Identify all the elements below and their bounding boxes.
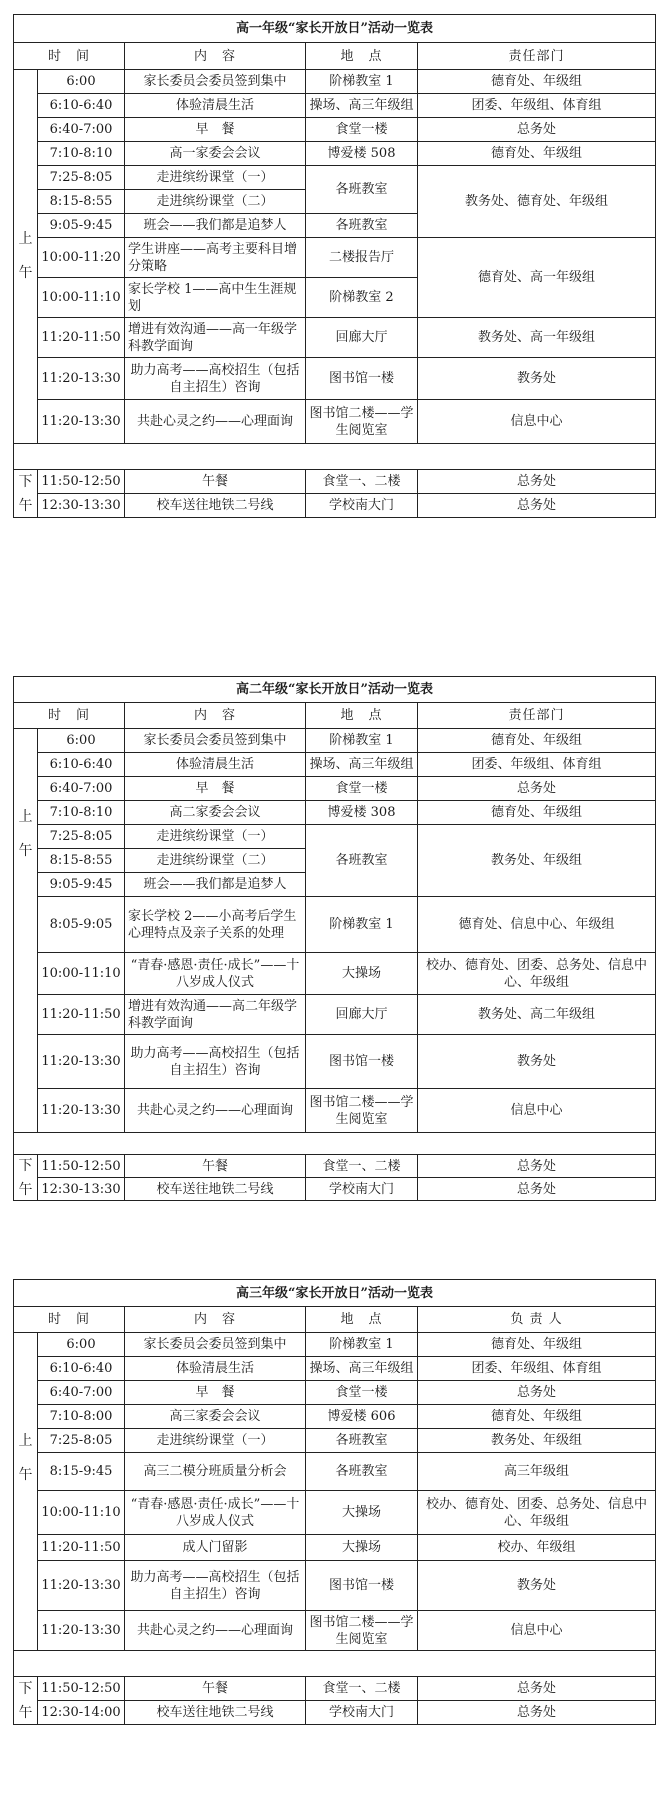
dept-cell: 德育处、年级组 [418,70,656,94]
content-cell: 家长委员会委员签到集中 [125,729,306,753]
location-cell: 操场、高三年级组 [306,753,418,777]
table-row [14,94,656,118]
time-cell: 8:15-8:55 [38,190,125,214]
time-cell: 11:50-12:50 [38,470,125,494]
period-afternoon: 下 午 [14,1155,38,1201]
dept-cell: 总务处 [418,494,656,518]
dept-cell: 德育处、年级组 [418,1405,656,1429]
location-cell: 学校南大门 [306,1178,418,1201]
table-row [14,1178,656,1201]
time-cell: 6:10-6:40 [38,1357,125,1381]
location-cell: 食堂一、二楼 [306,1677,418,1701]
table-row [14,118,656,142]
time-cell: 11:20-13:30 [38,1089,125,1133]
location-cell: 操场、高三年级组 [306,1357,418,1381]
location-cell: 食堂一、二楼 [306,470,418,494]
location-cell: 学校南大门 [306,1701,418,1725]
time-cell: 11:20-13:30 [38,1561,125,1611]
content-cell: “青春·感恩·责任·成长”——十八岁成人仪式 [125,1491,306,1535]
content-cell: 共赴心灵之约——心理面询 [125,400,306,444]
time-cell: 6:00 [38,1333,125,1357]
table-row [14,1535,656,1561]
dept-cell: 校办、年级组 [418,1535,656,1561]
content-cell: 助力高考——高校招生（包括自主招生）咨询 [125,1561,306,1611]
dept-cell: 总务处 [418,1701,656,1725]
location-cell: 阶梯教室 1 [306,1333,418,1357]
location-cell: 博爱楼 508 [306,142,418,166]
location-cell: 阶梯教室 2 [306,278,418,318]
time-cell: 7:10-8:10 [38,142,125,166]
location-cell: 博爱楼 308 [306,801,418,825]
dept-cell: 团委、年级组、体育组 [418,94,656,118]
time-cell: 8:15-9:45 [38,1453,125,1491]
table-row [14,166,656,190]
content-cell: 体验清晨生活 [125,94,306,118]
time-cell: 7:25-8:05 [38,1429,125,1453]
dept-cell: 德育处、年级组 [418,142,656,166]
location-cell: 阶梯教室 1 [306,70,418,94]
dept-cell: 团委、年级组、体育组 [418,1357,656,1381]
content-cell: 班会——我们都是追梦人 [125,873,306,897]
table-row [14,1035,656,1089]
table-row [14,238,656,278]
location-cell: 二楼报告厅 [306,238,418,278]
dept-cell: 信息中心 [418,1611,656,1651]
location-cell: 食堂一楼 [306,118,418,142]
content-cell: 家长学校 2——小高考后学生心理特点及亲子关系的处理 [125,897,306,953]
period-afternoon: 下 午 [14,1677,38,1725]
table-row [14,358,656,400]
content-cell: 午餐 [125,1155,306,1178]
content-cell: 高三二模分班质量分析会 [125,1453,306,1491]
time-cell: 11:20-11:50 [38,1535,125,1561]
content-cell: 走进缤纷课堂（二） [125,190,306,214]
table-row [14,801,656,825]
grade2-schedule-table [13,676,656,1201]
grade3-schedule-table [13,1279,656,1725]
dept-cell: 教务处、年级组 [418,1429,656,1453]
header-time: 时 间 [14,703,125,729]
time-cell: 6:00 [38,70,125,94]
content-cell: 家长委员会委员签到集中 [125,1333,306,1357]
location-cell: 食堂一、二楼 [306,1155,418,1178]
location-cell: 大操场 [306,953,418,995]
content-cell: 校车送往地铁二号线 [125,494,306,518]
location-cell: 阶梯教室 1 [306,729,418,753]
header-time: 时 间 [14,1307,125,1333]
header-location: 地 点 [306,703,418,729]
time-cell: 6:40-7:00 [38,777,125,801]
content-cell: 早 餐 [125,777,306,801]
table-row [14,753,656,777]
table-row [14,470,656,494]
table-row [14,777,656,801]
content-cell: 早 餐 [125,118,306,142]
location-cell: 各班教室 [306,166,418,214]
content-cell: 共赴心灵之约——心理面询 [125,1089,306,1133]
dept-cell: 总务处 [418,1178,656,1201]
table-row [14,1611,656,1651]
table-row [14,1155,656,1178]
dept-cell: 总务处 [418,1155,656,1178]
spacer-row [14,1651,656,1677]
grade1-schedule-table [13,14,656,518]
content-cell: 增进有效沟通——高一年级学科教学面询 [125,318,306,358]
header-content: 内 容 [125,703,306,729]
location-cell: 操场、高三年级组 [306,94,418,118]
table-row [14,1089,656,1133]
header-time: 时 间 [14,43,125,70]
dept-cell: 总务处 [418,1677,656,1701]
header-dept: 责任部门 [418,43,656,70]
location-cell: 回廊大厅 [306,995,418,1035]
dept-cell: 德育处、年级组 [418,1333,656,1357]
location-cell: 各班教室 [306,825,418,897]
content-cell: 早 餐 [125,1381,306,1405]
table-row [14,318,656,358]
period-morning: 上 午 [14,729,38,1133]
time-cell: 7:10-8:00 [38,1405,125,1429]
content-cell: “青春·感恩·责任·成长”——十八岁成人仪式 [125,953,306,995]
time-cell: 11:20-13:30 [38,400,125,444]
dept-cell: 教务处、高一年级组 [418,318,656,358]
time-cell: 11:50-12:50 [38,1677,125,1701]
table-row [14,70,656,94]
content-cell: 助力高考——高校招生（包括自主招生）咨询 [125,358,306,400]
time-cell: 11:20-13:30 [38,1035,125,1089]
table-row [14,1405,656,1429]
dept-cell: 总务处 [418,118,656,142]
location-cell: 阶梯教室 1 [306,897,418,953]
location-cell: 图书馆二楼——学生阅览室 [306,1089,418,1133]
content-cell: 午餐 [125,1677,306,1701]
time-cell: 12:30-13:30 [38,494,125,518]
table-row [14,1381,656,1405]
dept-cell: 教务处、年级组 [418,825,656,897]
location-cell: 图书馆一楼 [306,1561,418,1611]
time-cell: 11:20-13:30 [38,358,125,400]
location-cell: 各班教室 [306,214,418,238]
content-cell: 体验清晨生活 [125,753,306,777]
header-location: 地 点 [306,43,418,70]
content-cell: 走进缤纷课堂（一） [125,166,306,190]
period-morning: 上 午 [14,1333,38,1651]
time-cell: 10:00-11:10 [38,953,125,995]
dept-cell: 教务处 [418,1561,656,1611]
location-cell: 各班教室 [306,1453,418,1491]
period-morning: 上 午 [14,70,38,444]
dept-cell: 总务处 [418,1381,656,1405]
location-cell: 图书馆一楼 [306,358,418,400]
location-cell: 大操场 [306,1491,418,1535]
spacer-row [14,444,656,470]
time-cell: 8:15-8:55 [38,849,125,873]
time-cell: 11:20-13:30 [38,1611,125,1651]
dept-cell: 团委、年级组、体育组 [418,753,656,777]
content-cell: 增进有效沟通——高二年级学科教学面询 [125,995,306,1035]
table-row [14,729,656,753]
dept-cell: 信息中心 [418,400,656,444]
period-afternoon: 下 午 [14,470,38,518]
table-row [14,1701,656,1725]
time-cell: 12:30-13:30 [38,1178,125,1201]
dept-cell: 德育处、高一年级组 [418,238,656,318]
content-cell: 校车送往地铁二号线 [125,1701,306,1725]
time-cell: 10:00-11:10 [38,1491,125,1535]
spacer-row [14,1133,656,1155]
table-row [14,1561,656,1611]
table-row [14,995,656,1035]
content-cell: 高一家委会会议 [125,142,306,166]
header-dept: 负 责 人 [418,1307,656,1333]
time-cell: 11:20-11:50 [38,318,125,358]
time-cell: 6:40-7:00 [38,118,125,142]
table-row [14,494,656,518]
dept-cell: 教务处 [418,1035,656,1089]
table-row [14,400,656,444]
header-location: 地 点 [306,1307,418,1333]
time-cell: 7:25-8:05 [38,825,125,849]
table-title: 高一年级“家长开放日”活动一览表 [14,15,656,43]
dept-cell: 教务处、高二年级组 [418,995,656,1035]
dept-cell: 教务处、德育处、年级组 [418,166,656,238]
content-cell: 午餐 [125,470,306,494]
content-cell: 家长学校 1——高中生生涯规划 [125,278,306,318]
dept-cell: 校办、德育处、团委、总务处、信息中心、年级组 [418,953,656,995]
location-cell: 博爱楼 606 [306,1405,418,1429]
time-cell: 7:10-8:10 [38,801,125,825]
table-row [14,825,656,849]
dept-cell: 总务处 [418,470,656,494]
content-cell: 高二家委会会议 [125,801,306,825]
time-cell: 12:30-14:00 [38,1701,125,1725]
dept-cell: 教务处 [418,358,656,400]
time-cell: 10:00-11:10 [38,278,125,318]
dept-cell: 德育处、年级组 [418,801,656,825]
table-row [14,1677,656,1701]
location-cell: 大操场 [306,1535,418,1561]
header-dept: 责任部门 [418,703,656,729]
content-cell: 共赴心灵之约——心理面询 [125,1611,306,1651]
content-cell: 走进缤纷课堂（一） [125,1429,306,1453]
table-row [14,1429,656,1453]
dept-cell: 德育处、信息中心、年级组 [418,897,656,953]
location-cell: 学校南大门 [306,494,418,518]
time-cell: 6:00 [38,729,125,753]
time-cell: 6:10-6:40 [38,94,125,118]
content-cell: 助力高考——高校招生（包括自主招生）咨询 [125,1035,306,1089]
content-cell: 学生讲座——高考主要科目增分策略 [125,238,306,278]
location-cell: 图书馆二楼——学生阅览室 [306,400,418,444]
dept-cell: 高三年级组 [418,1453,656,1491]
content-cell: 成人门留影 [125,1535,306,1561]
time-cell: 9:05-9:45 [38,873,125,897]
time-cell: 10:00-11:20 [38,238,125,278]
location-cell: 各班教室 [306,1429,418,1453]
table-row [14,1333,656,1357]
time-cell: 9:05-9:45 [38,214,125,238]
dept-cell: 德育处、年级组 [418,729,656,753]
time-cell: 6:10-6:40 [38,753,125,777]
time-cell: 11:50-12:50 [38,1155,125,1178]
content-cell: 走进缤纷课堂（一） [125,825,306,849]
content-cell: 高三家委会会议 [125,1405,306,1429]
table-row [14,953,656,995]
table-title: 高三年级“家长开放日”活动一览表 [14,1280,656,1307]
location-cell: 图书馆二楼——学生阅览室 [306,1611,418,1651]
location-cell: 食堂一楼 [306,1381,418,1405]
dept-cell: 总务处 [418,777,656,801]
time-cell: 11:20-11:50 [38,995,125,1035]
table-row [14,1357,656,1381]
dept-cell: 校办、德育处、团委、总务处、信息中心、年级组 [418,1491,656,1535]
time-cell: 7:25-8:05 [38,166,125,190]
table-row [14,142,656,166]
location-cell: 图书馆一楼 [306,1035,418,1089]
table-row [14,1453,656,1491]
content-cell: 班会——我们都是追梦人 [125,214,306,238]
table-title: 高二年级“家长开放日”活动一览表 [14,677,656,703]
table-row [14,1491,656,1535]
header-content: 内 容 [125,1307,306,1333]
dept-cell: 信息中心 [418,1089,656,1133]
content-cell: 体验清晨生活 [125,1357,306,1381]
header-content: 内 容 [125,43,306,70]
content-cell: 走进缤纷课堂（二） [125,849,306,873]
location-cell: 食堂一楼 [306,777,418,801]
table-row [14,897,656,953]
time-cell: 6:40-7:00 [38,1381,125,1405]
location-cell: 回廊大厅 [306,318,418,358]
time-cell: 8:05-9:05 [38,897,125,953]
content-cell: 校车送往地铁二号线 [125,1178,306,1201]
content-cell: 家长委员会委员签到集中 [125,70,306,94]
